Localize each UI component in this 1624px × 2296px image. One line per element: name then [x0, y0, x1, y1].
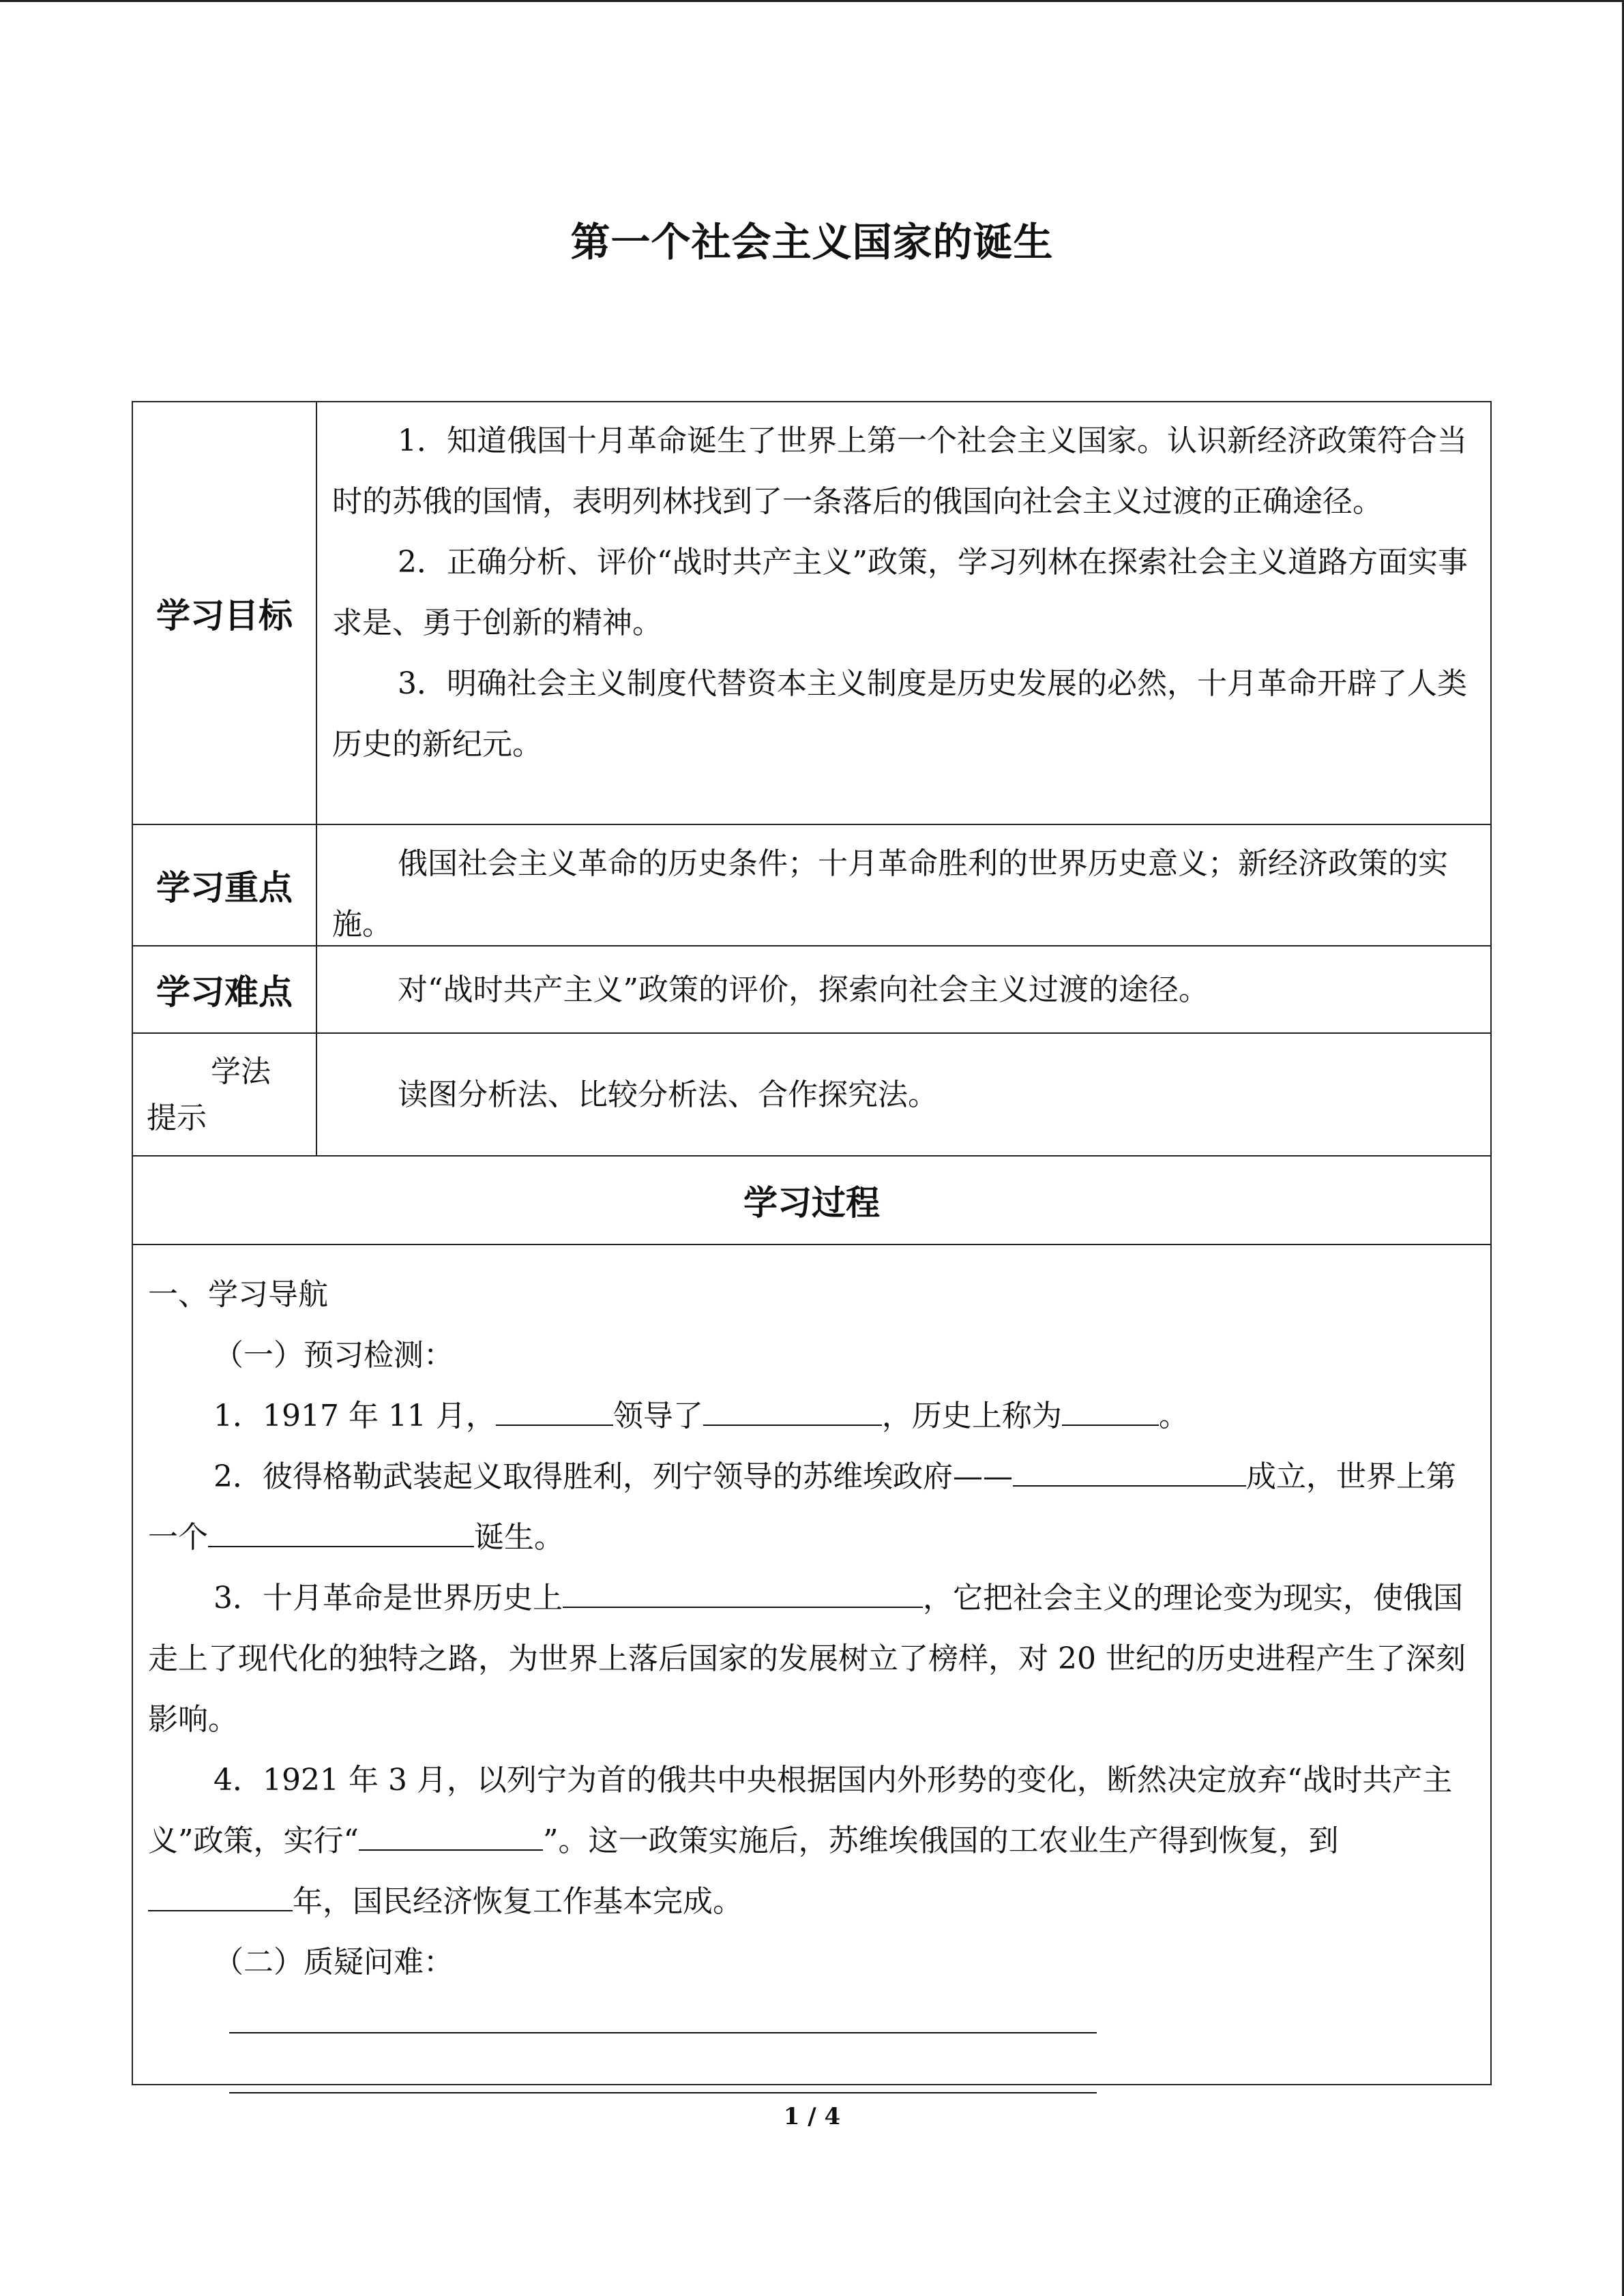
- row-key-points: [133, 825, 1490, 946]
- answer-line[interactable]: [229, 2032, 1097, 2033]
- question-3: [148, 1568, 1475, 1750]
- method-tips-text: 读图分析法、比较分析法、合作探究法。: [398, 1077, 938, 1112]
- answer-line[interactable]: [229, 2092, 1097, 2093]
- fill-blank[interactable]: [496, 1397, 613, 1426]
- row-difficult-points: [133, 946, 1490, 1034]
- subsection-questions: （二）质疑问难：: [213, 1945, 454, 1980]
- question-4-text-a: 4．1921 年 3 月，以列宁为首的俄共中央根据国内外形势的变化，断然决定放弃“战时共产主义”政策，实行“: [148, 1763, 1453, 1858]
- goal-2: 2．正确分析、评价“战时共产主义”政策，学习列林在探索社会主义道路方面实事求是、勇于创新的精神。: [332, 545, 1468, 640]
- question-1: [148, 1386, 1475, 1446]
- page-number: 1 / 4: [783, 2103, 841, 2130]
- label-method-line2: 提示: [147, 1101, 207, 1135]
- fill-blank[interactable]: [1013, 1458, 1246, 1487]
- page-border-top: [0, 0, 1624, 2]
- question-4: [148, 1750, 1475, 1932]
- goal-1: 1．知道俄国十月革命诞生了世界上第一个社会主义国家。认识新经济政策符合当时的苏俄的国情，表明列林找到了一条落后的俄国向社会主义过渡的正确途径。: [332, 423, 1467, 519]
- fill-blank[interactable]: [563, 1579, 923, 1608]
- row-learning-goals: [133, 402, 1490, 825]
- learning-goals-content: [317, 402, 1490, 824]
- question-2: [148, 1446, 1475, 1568]
- fill-blank[interactable]: [1062, 1397, 1159, 1426]
- fill-blank[interactable]: [208, 1519, 474, 1547]
- subsection-preview-check: （一）预习检测：: [213, 1338, 454, 1373]
- question-1-text-c: ，历史上称为: [881, 1399, 1062, 1433]
- row-method-tips: [133, 1034, 1490, 1157]
- question-1-text-a: 1．1917 年 11 月，: [213, 1399, 496, 1433]
- fill-blank[interactable]: [359, 1822, 543, 1851]
- learning-process-body: [133, 1245, 1490, 2093]
- key-points-text: 俄国社会主义革命的历史条件；十月革命胜利的世界历史意义；新经济政策的实施。: [332, 846, 1448, 942]
- question-3-text-b: ，它把社会主义的理论变为现实，使俄国走上了现代化的独特之路，为世界上落后国家的发展树立了榜样，对 20 世纪的历史进程产生了深刻影响。: [148, 1581, 1466, 1737]
- row-learning-process-body: [133, 1245, 1490, 2084]
- label-method-line1: 学法: [211, 1054, 271, 1089]
- question-3-text-a: 3．十月革命是世界历史上: [213, 1581, 563, 1615]
- question-2-text-c: 诞生。: [474, 1520, 564, 1555]
- fill-blank[interactable]: [703, 1397, 882, 1426]
- question-2-text-a: 2．彼得格勒武装起义取得胜利，列宁领导的苏维埃政府——: [213, 1459, 1013, 1494]
- question-1-text-d: 。: [1158, 1399, 1189, 1433]
- question-2-text-b: 成立，世界上第一个: [148, 1459, 1456, 1555]
- section-learning-navigation: 一、学习导航: [148, 1277, 328, 1312]
- label-key-points: 学习重点: [133, 825, 317, 945]
- label-difficult-points: 学习难点: [133, 946, 317, 1032]
- question-1-text-b: 领导了: [612, 1399, 703, 1433]
- difficult-points-content: [317, 946, 1490, 1032]
- label-method-tips: [133, 1034, 317, 1155]
- page-title: 第一个社会主义国家的诞生: [570, 219, 1054, 265]
- key-points-content: [317, 825, 1490, 945]
- method-tips-content: [317, 1034, 1490, 1155]
- lesson-plan-table: [132, 401, 1492, 2085]
- fill-blank[interactable]: [148, 1883, 293, 1911]
- question-4-text-b: ”。这一政策实施后，苏维埃俄国的工农业生产得到恢复，到: [543, 1823, 1339, 1858]
- learning-process-heading: 学习过程: [743, 1183, 880, 1223]
- difficult-points-text: 对“战时共产主义”政策的评价，探索向社会主义过渡的途径。: [398, 972, 1209, 1007]
- row-learning-process-header: [133, 1157, 1490, 1245]
- question-4-text-c: 年，国民经济恢复工作基本完成。: [293, 1884, 743, 1919]
- goal-3: 3．明确社会主义制度代替资本主义制度是历史发展的必然，十月革命开辟了人类历史的新纪元。: [332, 666, 1467, 762]
- label-learning-goals: 学习目标: [133, 402, 317, 824]
